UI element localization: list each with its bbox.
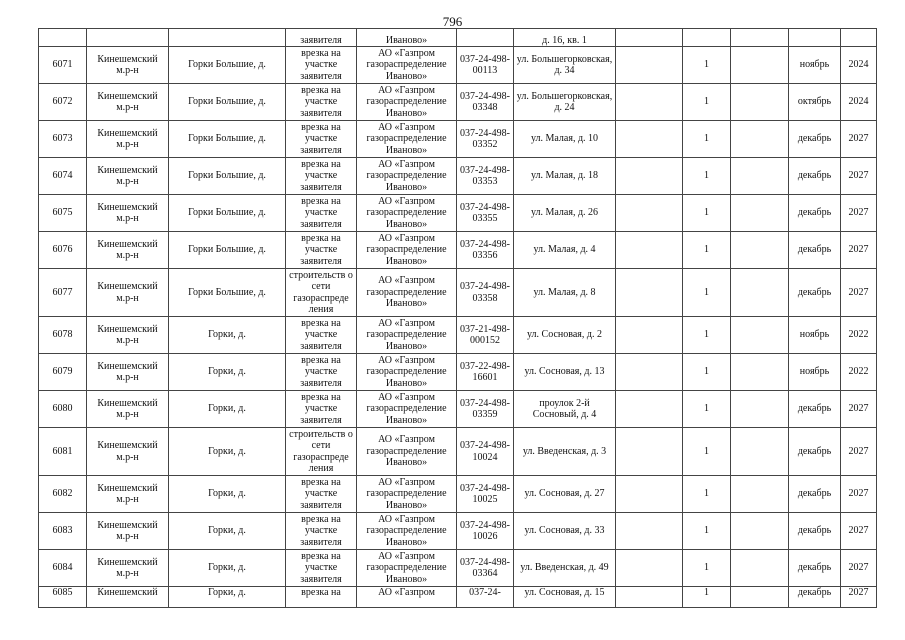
- cell-blank: [616, 84, 683, 121]
- table-row: [39, 391, 877, 428]
- cell-method: врезка на: [286, 587, 357, 608]
- cell-blank: [616, 354, 683, 391]
- cell-blank: [616, 391, 683, 428]
- cell-blank: [616, 317, 683, 354]
- cell-settlement: Горки, д.: [169, 317, 286, 354]
- cell-code: 037-21-498-000152: [457, 317, 514, 354]
- cell-year: 2024: [841, 47, 877, 84]
- cell-settlement: Горки Большие, д.: [169, 84, 286, 121]
- cell-blank: [616, 47, 683, 84]
- cell-blank: [731, 232, 789, 269]
- cell-method: врезка на участке заявителя: [286, 121, 357, 158]
- cell-address: ул. Большегорковская, д. 24: [514, 84, 616, 121]
- cell-code: 037-24-498-03356: [457, 232, 514, 269]
- cell-code: 037-24-498-03358: [457, 269, 514, 317]
- cell-blank: [731, 354, 789, 391]
- gas-connection-table: [38, 28, 877, 608]
- cell-org: АО «Газпром газораспределение Иваново»: [357, 47, 457, 84]
- cell-method: врезка на участке заявителя: [286, 232, 357, 269]
- cell-address: ул. Сосновая, д. 15: [514, 587, 616, 608]
- cell-num: [39, 29, 87, 47]
- cell-num: 6072: [39, 84, 87, 121]
- cell-org: АО «Газпром газораспределение Иваново»: [357, 354, 457, 391]
- cell-address: ул. Сосновая, д. 33: [514, 513, 616, 550]
- cell-qty: 1: [683, 84, 731, 121]
- cell-num: 6073: [39, 121, 87, 158]
- table-row: [39, 121, 877, 158]
- cell-year: 2027: [841, 158, 877, 195]
- cell-blank: [616, 269, 683, 317]
- cell-qty: 1: [683, 391, 731, 428]
- cell-code: 037-22-498-16601: [457, 354, 514, 391]
- cell-blank: [616, 550, 683, 587]
- cell-blank: [616, 121, 683, 158]
- cell-qty: 1: [683, 513, 731, 550]
- cell-blank: [731, 121, 789, 158]
- cell-settlement: Горки Большие, д.: [169, 269, 286, 317]
- cell-address: ул. Введенская, д. 3: [514, 428, 616, 476]
- table-row: [39, 232, 877, 269]
- cell-blank: [616, 513, 683, 550]
- cell-blank: [731, 476, 789, 513]
- cell-month: декабрь: [789, 158, 841, 195]
- cell-code: 037-24-498-10026: [457, 513, 514, 550]
- cell-district: Кинешемский м.р-н: [87, 476, 169, 513]
- table-row: [39, 513, 877, 550]
- cell-code: 037-24-498-10025: [457, 476, 514, 513]
- cell-num: 6076: [39, 232, 87, 269]
- cell-settlement: Горки, д.: [169, 513, 286, 550]
- cell-method: врезка на участке заявителя: [286, 476, 357, 513]
- cell-district: Кинешемский м.р-н: [87, 84, 169, 121]
- cell-blank: [731, 195, 789, 232]
- cell-blank: [616, 476, 683, 513]
- cell-org: АО «Газпром газораспределение Иваново»: [357, 232, 457, 269]
- cell-qty: 1: [683, 232, 731, 269]
- cell-settlement: Горки Большие, д.: [169, 232, 286, 269]
- cell-address: ул. Малая, д. 18: [514, 158, 616, 195]
- cell-blank: [616, 195, 683, 232]
- cell-address: ул. Малая, д. 8: [514, 269, 616, 317]
- cell-address: ул. Введенская, д. 49: [514, 550, 616, 587]
- cell-month: декабрь: [789, 121, 841, 158]
- cell-method: врезка на участке заявителя: [286, 550, 357, 587]
- cell-settlement: Горки, д.: [169, 476, 286, 513]
- cell-settlement: Горки Большие, д.: [169, 195, 286, 232]
- cell-blank: [731, 428, 789, 476]
- cell-method: врезка на участке заявителя: [286, 317, 357, 354]
- cell-num: 6077: [39, 269, 87, 317]
- cell-address: ул. Малая, д. 26: [514, 195, 616, 232]
- cell-blank: [731, 317, 789, 354]
- cell-org: АО «Газпром газораспределение Иваново»: [357, 158, 457, 195]
- table-row: [39, 428, 877, 476]
- cell-month: декабрь: [789, 195, 841, 232]
- cell-code: 037-24-498-03352: [457, 121, 514, 158]
- cell-method: врезка на участке заявителя: [286, 391, 357, 428]
- cell-address: ул. Сосновая, д. 13: [514, 354, 616, 391]
- cell-year: 2027: [841, 269, 877, 317]
- cell-blank: [731, 550, 789, 587]
- cell-method: заявителя: [286, 29, 357, 47]
- cell-year: 2027: [841, 121, 877, 158]
- cell-district: Кинешемский м.р-н: [87, 317, 169, 354]
- cell-district: Кинешемский м.р-н: [87, 232, 169, 269]
- cell-month: декабрь: [789, 550, 841, 587]
- cell-month: ноябрь: [789, 47, 841, 84]
- cell-year: 2022: [841, 354, 877, 391]
- cell-method: врезка на участке заявителя: [286, 47, 357, 84]
- cell-code: 037-24-498-03355: [457, 195, 514, 232]
- cell-district: Кинешемский м.р-н: [87, 121, 169, 158]
- table-row: [39, 195, 877, 232]
- cell-month: декабрь: [789, 476, 841, 513]
- cell-method: строительств о сети газораспреде ления: [286, 269, 357, 317]
- cell-code: 037-24-498-10024: [457, 428, 514, 476]
- cell-address: проулок 2-й Сосновый, д. 4: [514, 391, 616, 428]
- cell-qty: 1: [683, 550, 731, 587]
- table-row: [39, 158, 877, 195]
- cell-num: 6074: [39, 158, 87, 195]
- cell-blank: [731, 269, 789, 317]
- table-row: [39, 587, 877, 608]
- cell-qty: [683, 29, 731, 47]
- cell-qty: 1: [683, 269, 731, 317]
- cell-num: 6080: [39, 391, 87, 428]
- cell-blank: [731, 391, 789, 428]
- table-row: [39, 354, 877, 391]
- cell-method: врезка на участке заявителя: [286, 84, 357, 121]
- cell-num: 6083: [39, 513, 87, 550]
- cell-qty: 1: [683, 158, 731, 195]
- cell-code: 037-24-498-03364: [457, 550, 514, 587]
- cell-num: 6079: [39, 354, 87, 391]
- cell-year: 2027: [841, 391, 877, 428]
- cell-qty: 1: [683, 476, 731, 513]
- cell-settlement: Горки, д.: [169, 550, 286, 587]
- cell-year: 2022: [841, 317, 877, 354]
- cell-month: декабрь: [789, 587, 841, 608]
- table-row: [39, 317, 877, 354]
- cell-blank: [616, 158, 683, 195]
- cell-settlement: Горки, д.: [169, 354, 286, 391]
- cell-org: АО «Газпром: [357, 587, 457, 608]
- cell-district: Кинешемский м.р-н: [87, 391, 169, 428]
- cell-method: врезка на участке заявителя: [286, 354, 357, 391]
- cell-year: 2027: [841, 232, 877, 269]
- cell-district: Кинешемский м.р-н: [87, 47, 169, 84]
- cell-month: декабрь: [789, 269, 841, 317]
- cell-month: октябрь: [789, 84, 841, 121]
- cell-district: Кинешемский м.р-н: [87, 550, 169, 587]
- table-row: [39, 269, 877, 317]
- cell-qty: 1: [683, 195, 731, 232]
- cell-blank: [731, 513, 789, 550]
- cell-settlement: Горки, д.: [169, 391, 286, 428]
- cell-org: Иваново»: [357, 29, 457, 47]
- cell-org: АО «Газпром газораспределение Иваново»: [357, 550, 457, 587]
- cell-address: ул. Сосновая, д. 2: [514, 317, 616, 354]
- cell-method: врезка на участке заявителя: [286, 195, 357, 232]
- table-row-partial: [39, 29, 877, 47]
- cell-district: Кинешемский м.р-н: [87, 269, 169, 317]
- cell-method: строительств о сети газораспреде ления: [286, 428, 357, 476]
- cell-org: АО «Газпром газораспределение Иваново»: [357, 269, 457, 317]
- cell-blank: [731, 587, 789, 608]
- cell-address: д. 16, кв. 1: [514, 29, 616, 47]
- table-row: [39, 47, 877, 84]
- cell-month: ноябрь: [789, 354, 841, 391]
- cell-month: [789, 29, 841, 47]
- cell-address: ул. Сосновая, д. 27: [514, 476, 616, 513]
- cell-qty: 1: [683, 121, 731, 158]
- cell-num: 6081: [39, 428, 87, 476]
- cell-district: Кинешемский м.р-н: [87, 354, 169, 391]
- cell-code: 037-24-: [457, 587, 514, 608]
- cell-blank: [731, 29, 789, 47]
- cell-district: Кинешемский м.р-н: [87, 158, 169, 195]
- cell-blank: [616, 587, 683, 608]
- cell-org: АО «Газпром газораспределение Иваново»: [357, 428, 457, 476]
- cell-district: Кинешемский м.р-н: [87, 513, 169, 550]
- cell-district: Кинешемский м.р-н: [87, 195, 169, 232]
- cell-address: ул. Малая, д. 4: [514, 232, 616, 269]
- cell-settlement: Горки Большие, д.: [169, 47, 286, 84]
- cell-method: врезка на участке заявителя: [286, 158, 357, 195]
- cell-org: АО «Газпром газораспределение Иваново»: [357, 513, 457, 550]
- cell-month: декабрь: [789, 391, 841, 428]
- cell-org: АО «Газпром газораспределение Иваново»: [357, 476, 457, 513]
- cell-month: декабрь: [789, 428, 841, 476]
- cell-year: 2027: [841, 195, 877, 232]
- cell-district: Кинешемский: [87, 587, 169, 608]
- cell-method: врезка на участке заявителя: [286, 513, 357, 550]
- cell-code: 037-24-498-03348: [457, 84, 514, 121]
- cell-year: 2024: [841, 84, 877, 121]
- table-row: [39, 476, 877, 513]
- cell-settlement: Горки, д.: [169, 428, 286, 476]
- cell-blank: [616, 428, 683, 476]
- cell-code: 037-24-498-00113: [457, 47, 514, 84]
- cell-blank: [731, 47, 789, 84]
- cell-code: 037-24-498-03353: [457, 158, 514, 195]
- cell-qty: 1: [683, 47, 731, 84]
- cell-num: 6075: [39, 195, 87, 232]
- cell-num: 6071: [39, 47, 87, 84]
- page-number: 796: [442, 14, 463, 29]
- cell-blank: [731, 84, 789, 121]
- cell-qty: 1: [683, 587, 731, 608]
- table-row: [39, 84, 877, 121]
- cell-settlement: Горки Большие, д.: [169, 121, 286, 158]
- cell-org: АО «Газпром газораспределение Иваново»: [357, 121, 457, 158]
- cell-year: 2027: [841, 550, 877, 587]
- cell-code: 037-24-498-03359: [457, 391, 514, 428]
- cell-num: 6085: [39, 587, 87, 608]
- cell-month: декабрь: [789, 513, 841, 550]
- cell-year: 2027: [841, 428, 877, 476]
- cell-address: ул. Большегорковская, д. 34: [514, 47, 616, 84]
- cell-blank: [731, 158, 789, 195]
- cell-year: 2027: [841, 513, 877, 550]
- cell-year: 2027: [841, 476, 877, 513]
- cell-org: АО «Газпром газораспределение Иваново»: [357, 84, 457, 121]
- cell-org: АО «Газпром газораспределение Иваново»: [357, 391, 457, 428]
- cell-year: [841, 29, 877, 47]
- cell-qty: 1: [683, 354, 731, 391]
- cell-qty: 1: [683, 317, 731, 354]
- cell-num: 6084: [39, 550, 87, 587]
- cell-blank: [616, 29, 683, 47]
- cell-num: 6078: [39, 317, 87, 354]
- cell-org: АО «Газпром газораспределение Иваново»: [357, 195, 457, 232]
- cell-month: декабрь: [789, 232, 841, 269]
- cell-blank: [616, 232, 683, 269]
- cell-month: ноябрь: [789, 317, 841, 354]
- table-row: [39, 550, 877, 587]
- cell-settlement: Горки, д.: [169, 587, 286, 608]
- cell-qty: 1: [683, 428, 731, 476]
- cell-district: Кинешемский м.р-н: [87, 428, 169, 476]
- cell-district: [87, 29, 169, 47]
- cell-year: 2027: [841, 587, 877, 608]
- cell-org: АО «Газпром газораспределение Иваново»: [357, 317, 457, 354]
- cell-code: [457, 29, 514, 47]
- cell-num: 6082: [39, 476, 87, 513]
- cell-address: ул. Малая, д. 10: [514, 121, 616, 158]
- cell-settlement: [169, 29, 286, 47]
- cell-settlement: Горки Большие, д.: [169, 158, 286, 195]
